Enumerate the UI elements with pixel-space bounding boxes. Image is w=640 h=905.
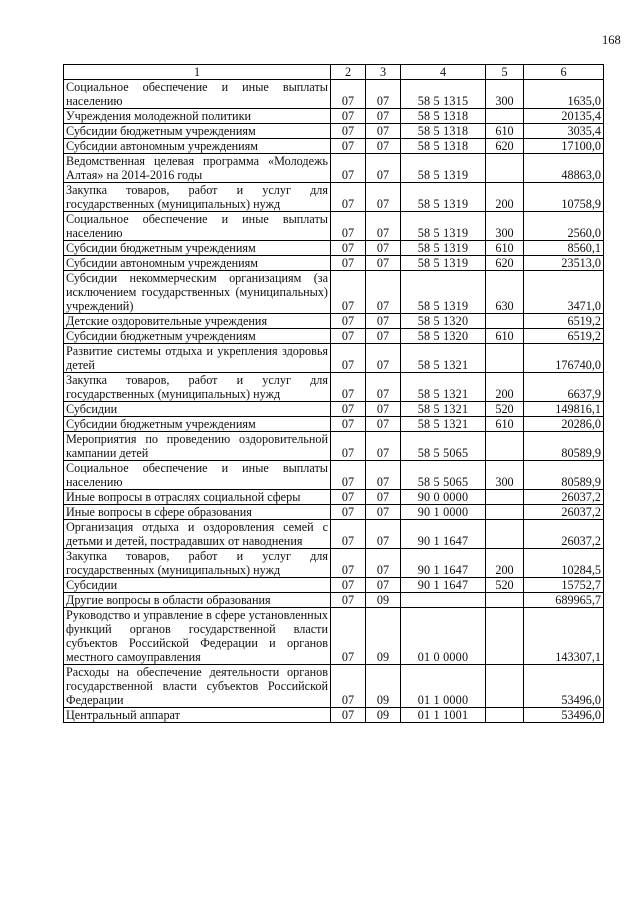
header-col-4: 4 (401, 65, 486, 80)
section-code-cell: 07 (331, 183, 366, 212)
amount-cell: 8560,1 (524, 241, 604, 256)
target-article-cell: 58 5 1320 (401, 314, 486, 329)
table-row (64, 549, 604, 578)
table-row (64, 139, 604, 154)
table-row (64, 461, 604, 490)
subsection-code-cell: 07 (366, 256, 401, 271)
target-article-cell: 58 5 1321 (401, 402, 486, 417)
item-name-cell: Субсидии (64, 402, 331, 417)
item-name-cell: Иные вопросы в сфере образования (64, 505, 331, 520)
target-article-cell: 58 5 1319 (401, 241, 486, 256)
amount-cell: 689965,7 (524, 593, 604, 608)
table-row (64, 432, 604, 461)
target-article-cell: 58 5 1319 (401, 212, 486, 241)
expense-type-cell: 200 (486, 183, 524, 212)
header-row (64, 65, 604, 80)
item-name-cell: Субсидии бюджетным учреждениям (64, 124, 331, 139)
expense-type-cell: 610 (486, 417, 524, 432)
section-code-cell: 07 (331, 271, 366, 314)
subsection-code-cell: 07 (366, 373, 401, 402)
item-name-cell: Социальное обеспечение и иные выплаты населению (64, 212, 331, 241)
subsection-code-cell: 07 (366, 139, 401, 154)
section-code-cell: 07 (331, 241, 366, 256)
table-row (64, 109, 604, 124)
expense-type-cell: 520 (486, 402, 524, 417)
section-code-cell: 07 (331, 578, 366, 593)
header-col-2: 2 (331, 65, 366, 80)
section-code-cell: 07 (331, 665, 366, 708)
table-body (64, 80, 604, 723)
expense-type-cell (486, 344, 524, 373)
expense-type-cell: 300 (486, 212, 524, 241)
amount-cell: 26037,2 (524, 490, 604, 505)
item-name-cell: Субсидии автономным учреждениям (64, 256, 331, 271)
expense-type-cell (486, 432, 524, 461)
section-code-cell: 07 (331, 593, 366, 608)
expense-type-cell: 200 (486, 373, 524, 402)
amount-cell: 53496,0 (524, 708, 604, 723)
expense-type-cell: 620 (486, 256, 524, 271)
section-code-cell: 07 (331, 329, 366, 344)
table-row (64, 124, 604, 139)
expense-type-cell (486, 505, 524, 520)
table-row (64, 608, 604, 665)
item-name-cell: Субсидии некоммерческим организациям (за исключением государственных (муниципальных) учреждений) (64, 271, 331, 314)
subsection-code-cell: 07 (366, 402, 401, 417)
amount-cell: 80589,9 (524, 432, 604, 461)
table-row (64, 271, 604, 314)
header-col-3: 3 (366, 65, 401, 80)
subsection-code-cell: 07 (366, 154, 401, 183)
amount-cell: 15752,7 (524, 578, 604, 593)
expense-type-cell (486, 665, 524, 708)
target-article-cell: 58 5 5065 (401, 432, 486, 461)
item-name-cell: Организация отдыха и оздоровления семей с детьми и детей, пострадавших от наводнения (64, 520, 331, 549)
table-row (64, 490, 604, 505)
item-name-cell: Расходы на обеспечение деятельности органов государственной власти субъектов Российской Федерации (64, 665, 331, 708)
expense-type-cell (486, 109, 524, 124)
amount-cell: 2560,0 (524, 212, 604, 241)
subsection-code-cell: 07 (366, 490, 401, 505)
amount-cell: 3471,0 (524, 271, 604, 314)
header-col-5: 5 (486, 65, 524, 80)
item-name-cell: Субсидии бюджетным учреждениям (64, 241, 331, 256)
item-name-cell: Социальное обеспечение и иные выплаты населению (64, 461, 331, 490)
expense-type-cell: 610 (486, 329, 524, 344)
target-article-cell: 58 5 1321 (401, 373, 486, 402)
amount-cell: 53496,0 (524, 665, 604, 708)
section-code-cell: 07 (331, 417, 366, 432)
amount-cell: 20286,0 (524, 417, 604, 432)
budget-table (63, 64, 604, 723)
header-col-1: 1 (64, 65, 331, 80)
target-article-cell: 58 5 1319 (401, 271, 486, 314)
section-code-cell: 07 (331, 139, 366, 154)
subsection-code-cell: 09 (366, 665, 401, 708)
target-article-cell: 58 5 1318 (401, 139, 486, 154)
target-article-cell: 58 5 1319 (401, 256, 486, 271)
section-code-cell: 07 (331, 520, 366, 549)
amount-cell: 20135,4 (524, 109, 604, 124)
target-article-cell: 58 5 1321 (401, 417, 486, 432)
expense-type-cell: 300 (486, 461, 524, 490)
table-row (64, 402, 604, 417)
amount-cell: 23513,0 (524, 256, 604, 271)
item-name-cell: Развитие системы отдыха и укрепления здоровья детей (64, 344, 331, 373)
target-article-cell: 58 5 1315 (401, 80, 486, 109)
target-article-cell (401, 593, 486, 608)
expense-type-cell: 630 (486, 271, 524, 314)
amount-cell: 17100,0 (524, 139, 604, 154)
table-row (64, 344, 604, 373)
table-row (64, 708, 604, 723)
amount-cell: 80589,9 (524, 461, 604, 490)
table-header (64, 65, 604, 80)
expense-type-cell (486, 490, 524, 505)
item-name-cell: Социальное обеспечение и иные выплаты населению (64, 80, 331, 109)
section-code-cell: 07 (331, 373, 366, 402)
target-article-cell: 58 5 1319 (401, 183, 486, 212)
table-row (64, 154, 604, 183)
amount-cell: 6519,2 (524, 314, 604, 329)
amount-cell: 1635,0 (524, 80, 604, 109)
subsection-code-cell: 07 (366, 80, 401, 109)
subsection-code-cell: 07 (366, 124, 401, 139)
target-article-cell: 58 5 1318 (401, 124, 486, 139)
section-code-cell: 07 (331, 314, 366, 329)
expense-type-cell (486, 708, 524, 723)
section-code-cell: 07 (331, 344, 366, 373)
header-col-6: 6 (524, 65, 604, 80)
section-code-cell: 07 (331, 402, 366, 417)
table-row (64, 373, 604, 402)
section-code-cell: 07 (331, 708, 366, 723)
subsection-code-cell: 07 (366, 461, 401, 490)
section-code-cell: 07 (331, 109, 366, 124)
table-row (64, 665, 604, 708)
table-row (64, 256, 604, 271)
table-row (64, 183, 604, 212)
amount-cell: 3035,4 (524, 124, 604, 139)
amount-cell: 149816,1 (524, 402, 604, 417)
expense-type-cell: 520 (486, 578, 524, 593)
target-article-cell: 90 1 1647 (401, 578, 486, 593)
target-article-cell: 01 1 0000 (401, 665, 486, 708)
amount-cell: 10284,5 (524, 549, 604, 578)
item-name-cell: Субсидии бюджетным учреждениям (64, 329, 331, 344)
subsection-code-cell: 07 (366, 520, 401, 549)
amount-cell: 48863,0 (524, 154, 604, 183)
subsection-code-cell: 07 (366, 314, 401, 329)
item-name-cell: Другие вопросы в области образования (64, 593, 331, 608)
expense-type-cell (486, 608, 524, 665)
subsection-code-cell: 07 (366, 578, 401, 593)
subsection-code-cell: 09 (366, 608, 401, 665)
target-article-cell: 01 1 1001 (401, 708, 486, 723)
target-article-cell: 58 5 5065 (401, 461, 486, 490)
subsection-code-cell: 09 (366, 708, 401, 723)
target-article-cell: 58 5 1318 (401, 109, 486, 124)
table-row (64, 329, 604, 344)
expense-type-cell: 620 (486, 139, 524, 154)
page-number: 168 (602, 33, 621, 47)
item-name-cell: Мероприятия по проведению оздоровительной кампании детей (64, 432, 331, 461)
table-row (64, 241, 604, 256)
subsection-code-cell: 07 (366, 505, 401, 520)
table-row (64, 212, 604, 241)
amount-cell: 176740,0 (524, 344, 604, 373)
target-article-cell: 58 5 1319 (401, 154, 486, 183)
item-name-cell: Детские оздоровительные учреждения (64, 314, 331, 329)
section-code-cell: 07 (331, 505, 366, 520)
subsection-code-cell: 07 (366, 344, 401, 373)
expense-type-cell: 200 (486, 549, 524, 578)
amount-cell: 143307,1 (524, 608, 604, 665)
item-name-cell: Субсидии (64, 578, 331, 593)
section-code-cell: 07 (331, 256, 366, 271)
item-name-cell: Закупка товаров, работ и услуг для государственных (муниципальных) нужд (64, 549, 331, 578)
expense-type-cell: 610 (486, 124, 524, 139)
section-code-cell: 07 (331, 608, 366, 665)
expense-type-cell: 300 (486, 80, 524, 109)
amount-cell: 26037,2 (524, 520, 604, 549)
section-code-cell: 07 (331, 212, 366, 241)
subsection-code-cell: 07 (366, 432, 401, 461)
item-name-cell: Субсидии бюджетным учреждениям (64, 417, 331, 432)
section-code-cell: 07 (331, 490, 366, 505)
item-name-cell: Руководство и управление в сфере установленных функций органов государственной власти субъектов Российской Федерации и органов местного самоуправления (64, 608, 331, 665)
subsection-code-cell: 07 (366, 417, 401, 432)
expense-type-cell (486, 520, 524, 549)
subsection-code-cell: 07 (366, 109, 401, 124)
table-row (64, 593, 604, 608)
item-name-cell: Закупка товаров, работ и услуг для государственных (муниципальных) нужд (64, 183, 331, 212)
expense-type-cell: 610 (486, 241, 524, 256)
expense-type-cell (486, 314, 524, 329)
item-name-cell: Субсидии автономным учреждениям (64, 139, 331, 154)
target-article-cell: 58 5 1320 (401, 329, 486, 344)
item-name-cell: Закупка товаров, работ и услуг для государственных (муниципальных) нужд (64, 373, 331, 402)
target-article-cell: 90 1 0000 (401, 505, 486, 520)
section-code-cell: 07 (331, 549, 366, 578)
table-row (64, 520, 604, 549)
subsection-code-cell: 07 (366, 329, 401, 344)
amount-cell: 10758,9 (524, 183, 604, 212)
table-row (64, 80, 604, 109)
amount-cell: 6519,2 (524, 329, 604, 344)
subsection-code-cell: 09 (366, 593, 401, 608)
subsection-code-cell: 07 (366, 549, 401, 578)
table-row (64, 578, 604, 593)
expense-type-cell (486, 154, 524, 183)
item-name-cell: Ведомственная целевая программа «Молодежь Алтая» на 2014-2016 годы (64, 154, 331, 183)
target-article-cell: 90 1 1647 (401, 520, 486, 549)
section-code-cell: 07 (331, 124, 366, 139)
section-code-cell: 07 (331, 461, 366, 490)
amount-cell: 6637,9 (524, 373, 604, 402)
section-code-cell: 07 (331, 80, 366, 109)
item-name-cell: Иные вопросы в отраслях социальной сферы (64, 490, 331, 505)
item-name-cell: Центральный аппарат (64, 708, 331, 723)
section-code-cell: 07 (331, 154, 366, 183)
target-article-cell: 01 0 0000 (401, 608, 486, 665)
table-row (64, 505, 604, 520)
subsection-code-cell: 07 (366, 241, 401, 256)
target-article-cell: 90 0 0000 (401, 490, 486, 505)
section-code-cell: 07 (331, 432, 366, 461)
table-row (64, 417, 604, 432)
subsection-code-cell: 07 (366, 212, 401, 241)
target-article-cell: 90 1 1647 (401, 549, 486, 578)
item-name-cell: Учреждения молодежной политики (64, 109, 331, 124)
expense-type-cell (486, 593, 524, 608)
table-row (64, 314, 604, 329)
target-article-cell: 58 5 1321 (401, 344, 486, 373)
subsection-code-cell: 07 (366, 271, 401, 314)
subsection-code-cell: 07 (366, 183, 401, 212)
amount-cell: 26037,2 (524, 505, 604, 520)
